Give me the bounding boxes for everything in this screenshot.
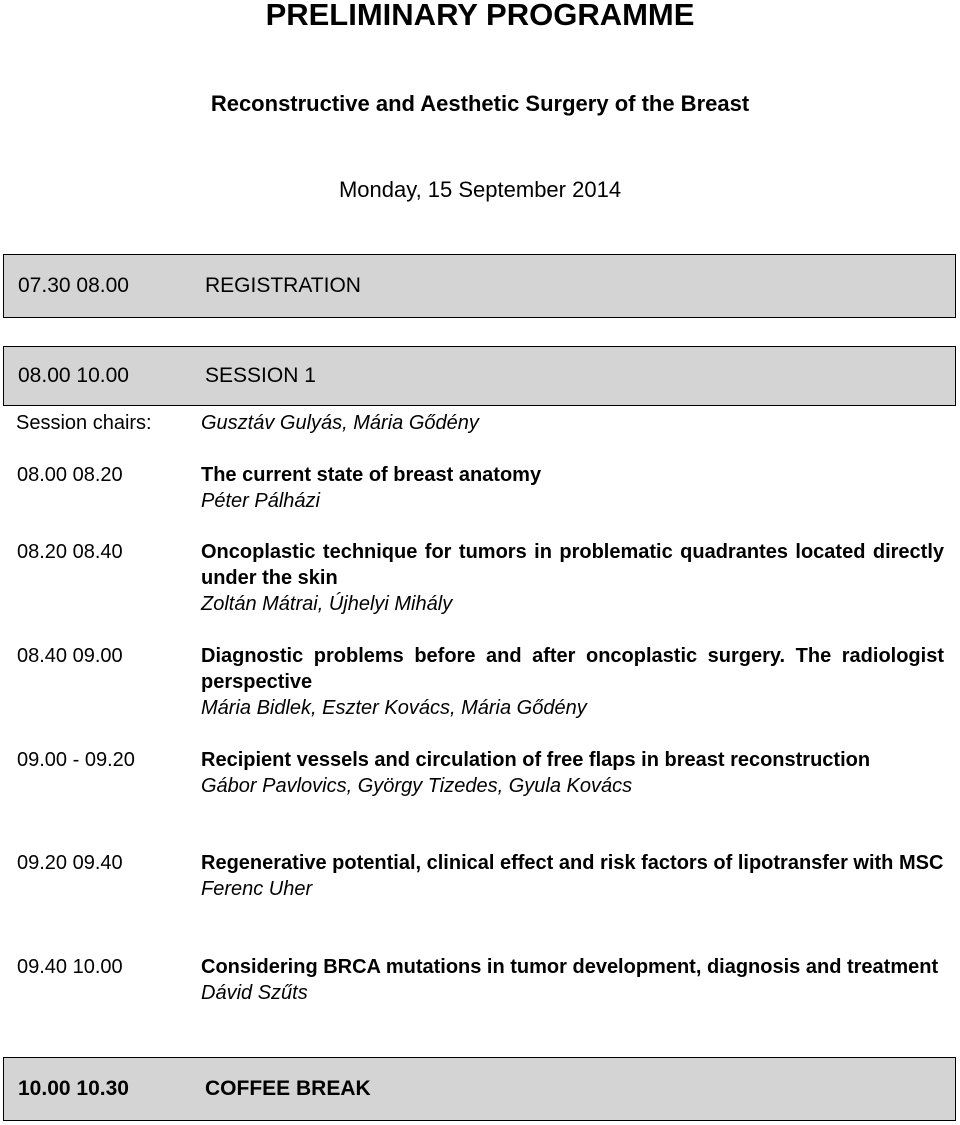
talk-item: [201, 954, 944, 1006]
talk-title: The current state of breast anatomy: [201, 464, 542, 486]
talk-speakers: Péter Pálházi: [201, 490, 320, 512]
talk-time: 08.20 08.40: [17, 541, 123, 563]
talk-title: Oncoplastic technique for tumors in problematic quadrantes located directly under the skin: [201, 541, 944, 589]
talk-title: Considering BRCA mutations in tumor development, diagnosis and treatment: [201, 956, 939, 978]
talk-time: 09.20 09.40: [17, 852, 123, 874]
programme-subtitle: Reconstructive and Aesthetic Surgery of the Breast: [210, 91, 750, 116]
talk-title: Regenerative potential, clinical effect and risk factors of lipotransfer with MSC: [201, 852, 944, 874]
talk-speakers: Ferenc Uher: [201, 878, 313, 900]
talk-item: [201, 747, 944, 799]
talk-item: [201, 539, 944, 617]
session-time: 08.00 10.00: [18, 364, 129, 387]
registration-band: [3, 254, 956, 318]
session-label: SESSION 1: [205, 364, 316, 387]
talk-title: Recipient vessels and circulation of free flaps in breast reconstruction: [201, 749, 871, 771]
talk-speakers: Zoltán Mátrai, Újhelyi Mihály: [201, 593, 453, 615]
coffee-break-band: [3, 1057, 956, 1121]
talk-time: 08.00 08.20: [17, 464, 123, 486]
talk-item: [201, 462, 944, 514]
registration-time: 07.30 08.00: [18, 274, 129, 297]
talk-title: Diagnostic problems before and after oncoplastic surgery. The radiologist perspective: [201, 645, 944, 693]
programme-date: Monday, 15 September 2014: [338, 177, 622, 202]
talk-speakers: Gábor Pavlovics, György Tizedes, Gyula Kovács: [201, 775, 633, 797]
coffee-break-time: 10.00 10.30: [18, 1077, 129, 1100]
talk-speakers: Mária Bidlek, Eszter Kovács, Mária Gődény: [201, 697, 587, 719]
registration-label: REGISTRATION: [205, 274, 361, 297]
session-chairs-names: Gusztáv Gulyás, Mária Gődény: [201, 412, 479, 434]
page-title: PRELIMINARY PROGRAMME: [265, 0, 695, 32]
coffee-break-label: COFFEE BREAK: [205, 1077, 371, 1100]
session-chairs-label: Session chairs:: [16, 412, 152, 434]
talk-time: 08.40 09.00: [17, 645, 123, 667]
talk-time: 09.00 - 09.20: [17, 749, 135, 771]
talk-time: 09.40 10.00: [17, 956, 123, 978]
session-band: [3, 346, 956, 406]
talk-speakers: Dávid Szűts: [201, 982, 308, 1004]
talk-item: [201, 643, 944, 721]
talk-item: [201, 850, 944, 902]
